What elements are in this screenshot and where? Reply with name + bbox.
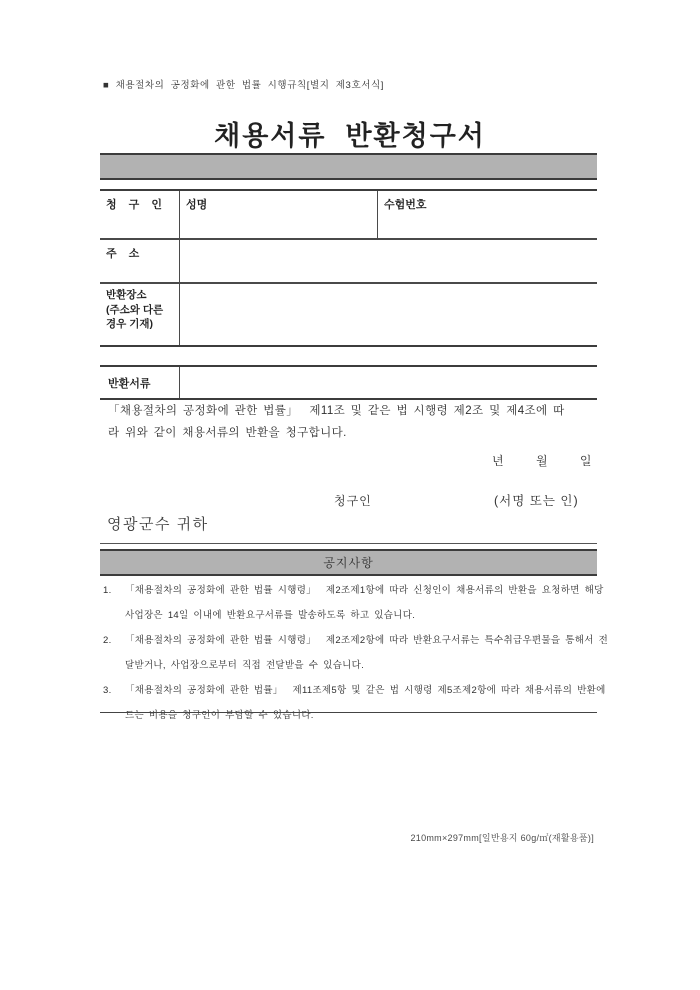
- return-place-label: 반환장소 (주소와 다른 경우 기재): [100, 284, 180, 345]
- return-documents-row: [100, 367, 597, 398]
- address-value-cell: [180, 240, 597, 282]
- notice-item-text: 「채용절차의 공정화에 관한 법률 시행령」 제2조제2항에 따라 반환요구서류는 특수취급우편물을 통해서 전 달받거나, 사업장으로부터 직접 전달받을 수 있습니다.: [125, 635, 609, 671]
- day-label: 일: [579, 454, 592, 468]
- statement-line-1: 「채용절차의 공정화에 관한 법률」 제11조 및 같은 법 시행령 제2조 및 제4조에 따: [108, 405, 565, 417]
- return-documents-value-cell: [180, 367, 597, 398]
- date-line: [492, 452, 592, 469]
- page-title: 채용서류 반환청구서: [214, 121, 486, 151]
- notice-item-number: 1.: [103, 585, 112, 596]
- claimant-label: 청 구 인: [100, 191, 180, 238]
- notice-item-text: 「채용절차의 공정화에 관한 법률 시행령」 제2조제1항에 따라 신청인이 채용서류의 반환을 요청하면 해당 사업장은 14일 이내에 반환요구서류를 발송하도록 하고 있습니다.: [125, 585, 604, 621]
- notice-list: [103, 578, 609, 728]
- address-label: 주 소: [100, 240, 180, 282]
- return-place-value-cell: [180, 284, 597, 345]
- claimant-table: [100, 189, 597, 347]
- signer-label: 청구인: [334, 494, 372, 508]
- notice-item: [103, 678, 606, 728]
- notice-header-bar: 공지사항: [100, 549, 597, 576]
- notice-bottom-line: [100, 712, 597, 713]
- notice-item-number: 2.: [103, 635, 112, 646]
- top-gray-bar: [100, 153, 597, 180]
- exam-number-cell: 수험번호: [384, 199, 427, 211]
- notice-item: [103, 578, 604, 628]
- statement-line-2: 라 위와 같이 채용서류의 반환을 청구합니다.: [108, 427, 347, 439]
- address-row: [100, 240, 597, 284]
- return-place-row: [100, 284, 597, 345]
- notice-item-text: 「채용절차의 공정화에 관한 법률」 제11조제5항 및 같은 법 시행령 제5조제2항에 따라 채용서류의 반환에 드는 비용을 청구인이 부담할 수 있습니다.: [125, 685, 606, 721]
- claimant-row: [100, 191, 597, 240]
- year-label: 년: [492, 454, 505, 468]
- name-cell: 성명: [180, 191, 378, 238]
- return-documents-label: 반환서류: [100, 367, 180, 398]
- signature-note: (서명 또는 인): [494, 494, 579, 508]
- month-label: 월: [535, 454, 549, 468]
- form-reference-note: ■ 채용절차의 공정화에 관한 법률 시행규칙[별지 제3호서식]: [103, 80, 385, 91]
- request-statement: [108, 400, 594, 444]
- addressee: 영광군수 귀하: [107, 516, 209, 533]
- notice-item-number: 3.: [103, 685, 112, 696]
- notice-item: [103, 628, 609, 678]
- paper-spec-footer: 210mm×297mm[일반용지 60g/㎡(재활용품)]: [410, 833, 594, 843]
- section-divider-line: [100, 543, 597, 544]
- return-documents-table: [100, 365, 597, 400]
